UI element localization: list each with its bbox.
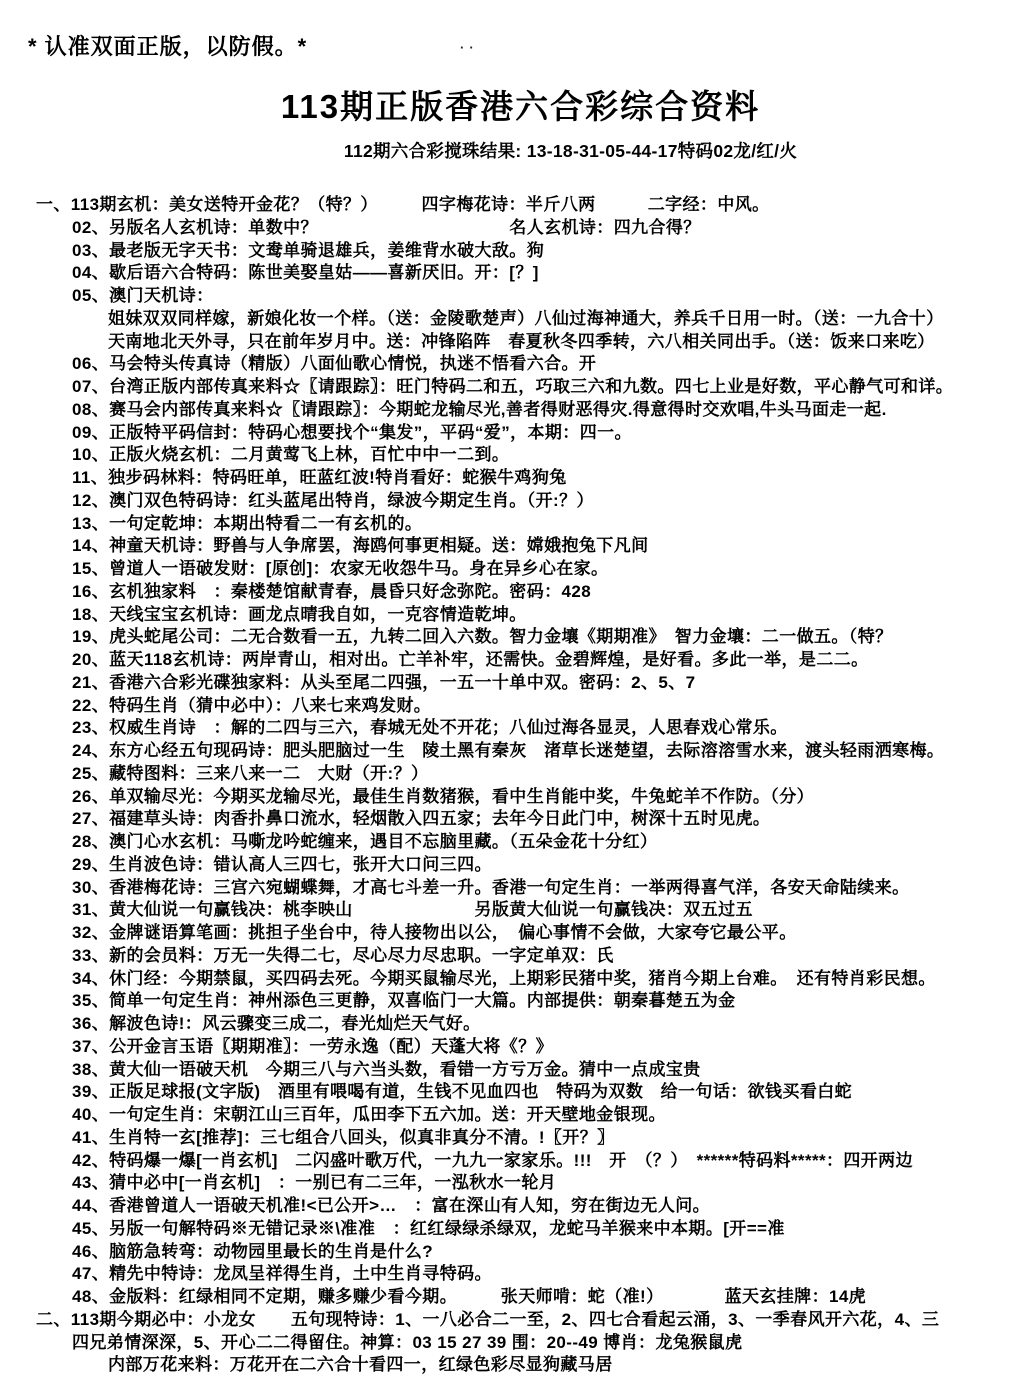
info-line: 20、蓝天118玄机诗：两岸青山，相对出。亡羊补牢，还需快。金碧辉煌，是好看。多此一举，是二二。 [72,650,869,669]
info-line: 35、简单一句定生肖：神州添色三更静，双喜临门一大篇。内部提供：朝秦暮楚五为金 [72,991,736,1011]
info-line: 32、金牌谜语算笔画：挑担子坐台中，待人接物出以公， 偏心事情不会做，大家夸它最公平。 [72,923,797,942]
info-line: 38、黄大仙一语破天机 今期三八与六当头数，看错一方亏万金。猜中一点成宝贵 [72,1059,701,1079]
info-line: 13、一句定乾坤：本期出特看二一有玄机的。 [72,513,423,533]
info-line: 43、猜中必中[一肖玄机] ：一别已有二三年，一泓秋水一轮月 [72,1173,557,1193]
info-line: 27、福建草头诗：肉香扑鼻口流水，轻烟散入四五家；去年今日此门中，树深十五时见虎。 [72,809,771,829]
info-line: 04、歇后语六合特码：陈世美娶皇姑——喜新厌旧。开：[？] [72,263,539,283]
info-line: 12、澳门双色特码诗：红头蓝尾出特肖，绿波今期定生肖。（开:？） [72,490,594,510]
info-line: 22、特码生肖（猜中必中）：八来七来鸡发财。 [72,695,432,715]
info-line: 07、台湾正版内部传真来料☆〖请跟踪〗：旺门特码二和五，巧取三六和九数。四七上业是好数，平心静气可和详。 [72,377,954,396]
info-line: 30、香港梅花诗：三宫六宛蝴蝶舞，才高七斗差一升。香港一句定生肖：一举两得喜气洋，各安天命陆续来。 [72,877,910,897]
info-line: 02、另版名人玄机诗：单数中？ 名人玄机诗：四九合得？ [72,217,701,237]
info-line: 44、香港曾道人一语破天机准!<已公开>… ：富在深山有人知，穷在街边无人问。 [72,1196,711,1215]
info-line: 39、正版足球报(文字版) 酒里有喂喝有道，生钱不见血四也 特码为双数 给一句话：欲钱买看白蛇 [72,1082,853,1102]
info-line: 16、玄机独家料 ：秦楼楚馆献青春，晨昏只好念弥陀。密码：428 [72,581,592,601]
info-line: 14、神童天机诗：野兽与人争席罢，海鸥何事更相疑。送：嫦娥抱兔下凡间 [72,536,649,556]
info-line: 42、特码爆一爆[一肖玄机] 二闪盛叶歌万代，一九九一家家乐。!!! 开 （？） ******特码料*****：四开两边 [72,1150,913,1170]
info-line: 06、马会特头传真诗（精版）八面仙歌心情悦，执迷不悟看六合。开 [72,354,597,374]
info-line: 四兄弟情深深，5、开心二二得留住。神算：03 15 27 39 围：20--49 博肖：龙兔猴鼠虎 [72,1332,743,1352]
info-line: 48、金版料：红绿相同不定期，赚多赚少看今期。 张天师啃：蛇（准!） 蓝天玄挂牌：14虎 [72,1287,867,1306]
info-line: 45、另版一句解特码※无错记录※\准准 ：红红绿绿杀绿双，龙蛇马羊猴来中本期。[开==准 [72,1218,785,1238]
info-line: 34、休门经：今期禁鼠，买四码去死。今期买鼠输尽光，上期彩民猪中奖，猪肖今期上台难。 还有特肖彩民想。 [72,968,936,988]
info-line: 41、生肖特一玄[推荐]：三七组合八回头，似真非真分不清。!〖开？〗 [72,1127,615,1147]
info-line: 08、赛马会内部传真来料☆〖请跟踪〗：今期蛇龙输尽光,善者得财恶得灾.得意得时交欢唱,牛头马面走一起. [72,399,887,419]
info-line: 姐妹双双同样嫁，新娘化妆一个样。（送：金陵歌楚声）八仙过海神通大，养兵千日用一时。（送：一九合十） [108,308,944,328]
info-line: 28、澳门心水玄机：马嘶龙吟蛇缠来，遇目不忘脑里藏。（五朵金花十分红） [72,832,658,851]
info-line: 二、113期今期必中：小龙女 五句现特诗：1、一八必合二一至，2、四七合看起云涌，3、一季春风开六花，4、三 [36,1309,940,1329]
info-line: 09、正版特平码信封：特码心想要找个“集发”，平码“爱”，本期：四一。 [72,422,632,442]
info-line: 25、藏特图料：三来八来一二 大财（开:？） [72,763,429,783]
info-line: 一、113期玄机：美女送特开金花？（特？） 四字梅花诗：半斤八两 二字经：中风。 [36,195,770,214]
info-line: 天南地北天外寻，只在前年岁月中。送：冲锋陷阵 春夏秋冬四季转，六八相关同出手。（送：饭来口来吃） [108,331,935,351]
info-line: 37、公开金言玉语〖期期准〗：一劳永逸（配）天蓬大将《？》 [72,1036,554,1056]
info-lines [0,194,1025,1377]
anti-counterfeit-notice: * 认准双面正版，以防假。* [28,34,308,59]
info-line: 19、虎头蛇尾公司：二无合数看一五，九转二回入六数。智力金壤《期期准》 智力金壤：二一做五。（特？ [72,627,893,647]
info-line: 内部万花来料：万花开在二六合十看四一，红绿色彩尽显狗藏马居 [108,1355,613,1375]
info-line: 21、香港六合彩光碟独家料：从头至尾二四强，一五一十单中双。密码：2、5、7 [72,672,696,692]
info-line: 18、天线宝宝玄机诗：画龙点晴我自如，一克容情造乾坤。 [72,604,527,624]
info-line: 15、曾道人一语破发财：[原创]：农家无收怨牛马。身在异乡心在家。 [72,559,609,578]
info-line: 05、澳门天机诗： [72,286,214,305]
draw-result-line: 112期六合彩搅珠结果: 13-18-31-05-44-17特码02龙/红/火 [343,141,798,161]
info-line: 46、脑筋急转弯：动物园里最长的生肖是什么? [72,1241,434,1261]
info-line: 29、生肖波色诗：错认高人三四七，张开大口问三四。 [72,854,492,874]
info-line: 03、最老版无字天书：文鸯单骑退雄兵，姜维背水破大敌。狗 [72,240,545,260]
info-line: 36、解波色诗!：风云骤变三成二，春光灿烂天气好。 [72,1014,481,1033]
info-line: 47、精先中特诗：龙凤呈祥得生肖，土中生肖寻特码。 [72,1264,492,1284]
page-title: 113期正版香港六合彩综合资料 [280,88,761,125]
info-line: 33、新的会员料：万无一失得二七，尽心尽力尽忠职。一字定单双：氏 [72,945,614,965]
info-line: 40、一句定生肖：宋朝江山三百年，瓜田李下五六加。送：开天壁地金银现。 [72,1105,666,1124]
info-line: 31、黄大仙说一句赢钱决：桃李映山 另版黄大仙说一句赢钱决：双五过五 [72,900,753,920]
info-line: 10、正版火烧玄机：二月黄莺飞上林，百忙中中一二到。 [72,445,510,465]
info-line: 11、独步码林料：特码旺单，旺蓝红波!特肖看好：蛇猴牛鸡狗兔 [72,468,567,487]
info-line: 23、权威生肖诗 ：解的二四与三六，春城无处不开花；八仙过海各显灵，人思春戏心常乐。 [72,718,788,738]
info-line: 26、单双输尽光：今期买龙输尽光，最佳生肖数猪猴，看中生肖能中奖，牛兔蛇羊不作防。（分） [72,786,815,806]
stray-marks: ·· [460,40,479,55]
info-line: 24、东方心经五句现码诗：肥头肥脑过一生 陵土黑有秦灰 渚草长迷楚望，去际溶溶雪水来，渡头轻雨洒寒梅。 [72,741,945,760]
